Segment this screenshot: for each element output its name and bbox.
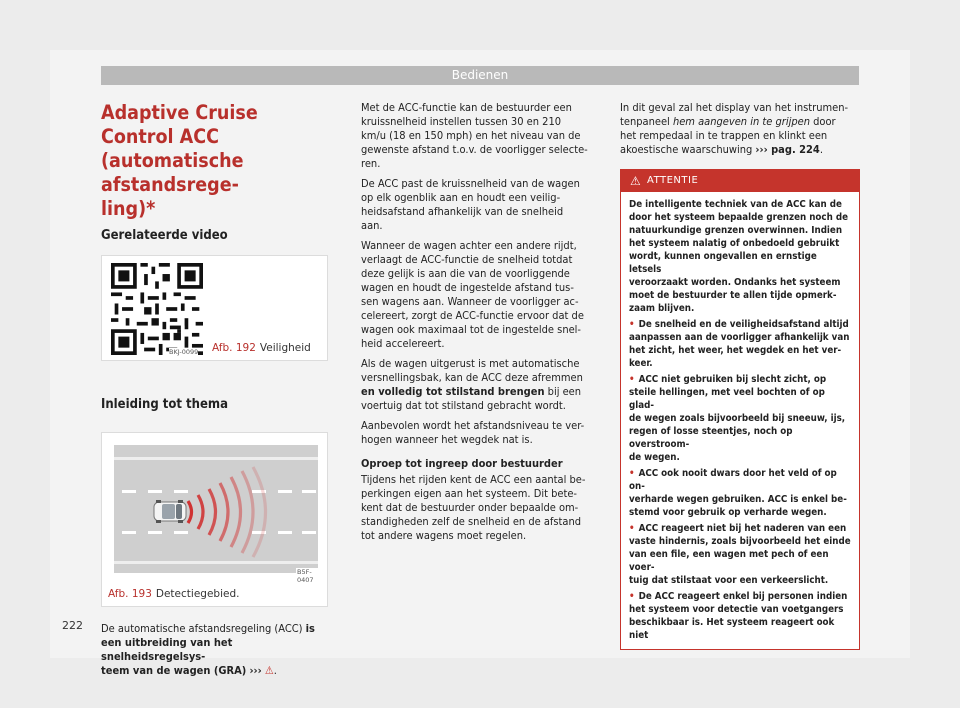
detection-area-illustration — [102, 433, 327, 581]
reference-arrow[interactable]: ››› — [755, 143, 768, 156]
paragraph-6: Tijdens het rijden kent de ACC een aantal be- perkingen eigen aan het systeem. Dit bete- kent dat de bestuurder onder bepaalde om- standigheden zelf de snelheid en de afstand tot andere wagens moet regelen. — [361, 473, 586, 542]
column-2 — [361, 101, 600, 549]
figure-192-caption: Afb. 192 Veiligheid — [212, 342, 311, 354]
warning-triangle-icon: ⚠ — [264, 664, 274, 677]
figure-193-code: B5F-0407 — [296, 568, 327, 584]
figure-192-code: BKJ-0099 — [169, 348, 199, 356]
paragraph-3: Wanneer de wagen achter een andere rijdt, verlaagt de ACC-functie de snelheid totdat deze gelijk is aan die van de voorliggende wagen en houdt de ingestelde afstand tus- sen wagens aan. Wanneer de voorligger ac- celereert, zorgt de ACC-functie ervoor dat de wagen ook maximaal tot de ingestelde snel- heid accelereert. — [361, 239, 584, 350]
warning-box — [620, 169, 860, 650]
warning-intro: De intelligente techniek van de ACC kan de door het systeem bepaalde grenzen noch de natuurkundige grenzen overwinnen. Indien het systeem nalatig of onbedoeld gebruikt wordt, kunnen ongevallen en ernstige letsels veroorzaakt worden. Ondanks het systeem moet de bestuurder te allen tijde opmerk- zaam blijven. — [629, 199, 848, 314]
qr-code — [111, 263, 203, 355]
related-video-heading: Gerelateerde video — [101, 228, 228, 243]
warning-bullet: • ACC ook nooit dwars door het veld of op on- verharde wegen gebruiken. ACC is enkel be- stemd voor gebruik op verharde wegen. — [629, 468, 847, 518]
page-title: Adaptive Cruise Control ACC (automatische afstandsrege- ling)* — [101, 101, 258, 220]
paragraph-1: Met de ACC-functie kan de bestuurder een kruissnelheid instellen tussen 30 en 210 km/u (18 en 150 mph) en het niveau van de gewenste afstand t.o.v. de voorligger selecte- ren. — [361, 101, 588, 170]
paragraph-5: Aanbevolen wordt het afstandsniveau te ver- hogen wanneer het wegdek nat is. — [361, 419, 585, 446]
column-1 — [101, 101, 329, 684]
subheading-driver-intervention: Oproep tot ingreep door bestuurder — [361, 457, 563, 470]
warning-bullet: • De ACC reageert enkel bij personen indien het systeem voor detectie van voetgangers beschikbaar is. Het systeem reageert ook niet — [629, 591, 848, 641]
paragraph-2: De ACC past de kruissnelheid van de wagen op elk ogenblik aan en houdt een veilig- heidsafstand afhankelijk van de snelheid aan. — [361, 177, 580, 232]
car-icon — [154, 500, 186, 523]
section-header: Bedienen — [101, 66, 859, 85]
bullet-icon: • — [629, 468, 635, 479]
warning-bullet: • ACC reageert niet bij het naderen van een vaste hindernis, zoals bijvoorbeeld het einde van een file, een wagen met pech of een voer- tuig dat stilstaat voor een verkeerslicht. — [629, 523, 851, 586]
figure-193-caption: Afb. 193 Detectiegebied. — [108, 588, 240, 600]
bullet-icon: • — [629, 374, 635, 385]
warning-header: ⚠ ATTENTIE — [621, 170, 859, 192]
paragraph-4: Als de wagen uitgerust is met automatische versnellingsbak, kan de ACC deze afremmen en volledig tot stilstand brengen bij een voertuig dat tot stilstand gebracht wordt. — [361, 357, 583, 412]
warning-bullet: • ACC niet gebruiken bij slecht zicht, op steile hellingen, met veel bochten of op glad- de wegen zoals bijvoorbeeld bij sneeuw, ijs, regen of losse steentjes, noch op overstroom- de wegen. — [629, 374, 846, 463]
bullet-icon: • — [629, 319, 635, 330]
warning-body — [621, 192, 859, 649]
page-number: 222 — [62, 619, 83, 632]
reference-arrow[interactable]: ››› — [249, 664, 262, 677]
warning-triangle-icon: ⚠ — [630, 174, 642, 188]
bullet-icon: • — [629, 591, 635, 602]
paragraph-display: In dit geval zal het display van het instrumen- tenpaneel hem aangeven in te grijpen door het rempedaal in te trappen en klinkt een akoestische waarschuwing ››› pag. 224. — [620, 101, 849, 156]
page-reference-link[interactable]: pag. 224 — [767, 143, 820, 156]
intro-heading: Inleiding tot thema — [101, 397, 228, 412]
warning-bullet: • De snelheid en de veiligheidsafstand altijd aanpassen aan de voorligger afhankelijk van het zicht, het weer, het wegdek en het ver- keer. — [629, 319, 850, 369]
figure-193 — [101, 432, 328, 607]
column-3 — [620, 101, 860, 650]
intro-paragraph: De automatische afstandsregeling (ACC) is een uitbreiding van het snelheidsregelsys- teem van de wagen (GRA) ››› ⚠. — [101, 622, 315, 677]
figure-192 — [101, 255, 328, 361]
bullet-icon: • — [629, 523, 635, 534]
